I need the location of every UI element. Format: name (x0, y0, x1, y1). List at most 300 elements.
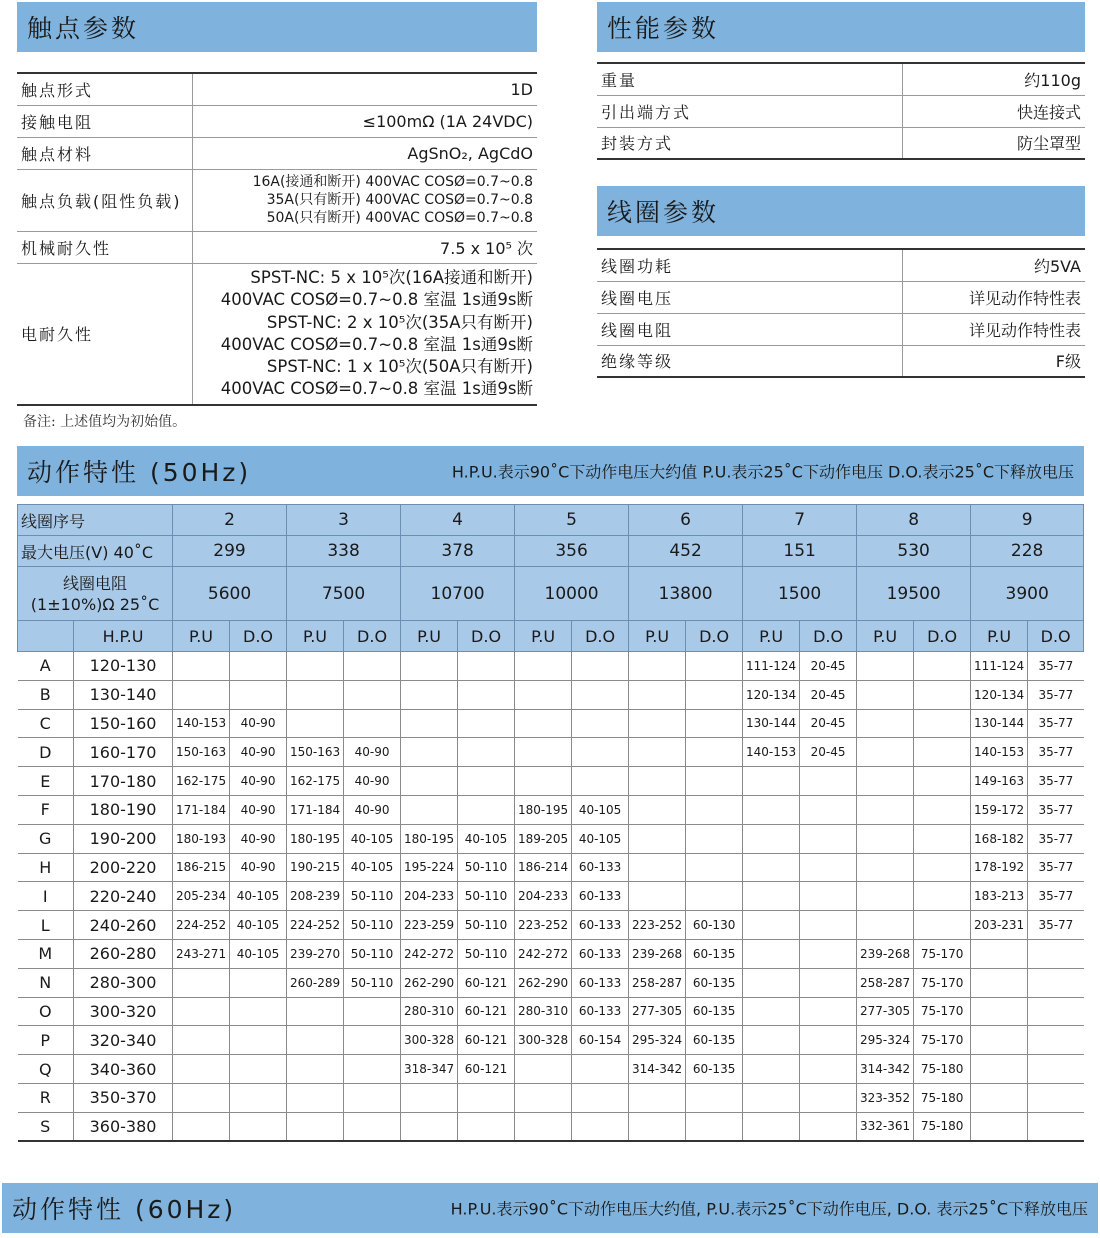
table-row (18, 882, 1084, 911)
do-value (800, 997, 857, 1026)
row-code: C (18, 709, 74, 738)
do-header: D.O (344, 621, 401, 652)
param-line: 50A(只有断开) 400VAC COSØ=0.7~0.8 (266, 210, 533, 226)
do-value: 40-105 (230, 939, 287, 968)
do-value: 60-133 (572, 968, 629, 997)
do-value (230, 680, 287, 709)
pu-value: 258-287 (629, 968, 686, 997)
do-value (572, 680, 629, 709)
do-header: D.O (572, 621, 629, 652)
row-hpu: 360-380 (74, 1112, 173, 1141)
pu-value (173, 1026, 230, 1055)
pu-value: 120-134 (971, 680, 1028, 709)
do-value: 40-105 (572, 824, 629, 853)
coil-no-cell: 5 (515, 505, 629, 536)
pu-value: 314-342 (629, 1055, 686, 1084)
pu-header: P.U (401, 621, 458, 652)
param-key: 线圈电阻 (597, 313, 902, 345)
do-value: 75-170 (914, 1026, 971, 1055)
row-code: P (18, 1026, 74, 1055)
pu-value (857, 652, 914, 681)
max-voltage-cell: 452 (629, 536, 743, 567)
do-value: 50-110 (344, 968, 401, 997)
do-value (1028, 1026, 1084, 1055)
param-key: 触点形式 (17, 73, 192, 105)
pu-value (401, 767, 458, 796)
do-value (914, 709, 971, 738)
param-value (192, 169, 537, 231)
pu-value: 140-153 (971, 738, 1028, 767)
pu-value (857, 680, 914, 709)
pu-header: P.U (857, 621, 914, 652)
hpu-header: H.P.U (74, 621, 173, 652)
do-value: 35-77 (1028, 680, 1084, 709)
do-value: 20-45 (800, 738, 857, 767)
row-code: L (18, 911, 74, 940)
pu-value: 262-290 (515, 968, 572, 997)
do-value (572, 1112, 629, 1141)
pu-value: 149-163 (971, 767, 1028, 796)
pu-value (743, 939, 800, 968)
pu-value (629, 795, 686, 824)
pu-header: P.U (515, 621, 572, 652)
do-value (800, 795, 857, 824)
pu-value: 242-272 (401, 939, 458, 968)
table-row (17, 73, 537, 105)
pu-value (857, 795, 914, 824)
do-value (914, 853, 971, 882)
do-value: 60-135 (686, 1026, 743, 1055)
performance-params-table (597, 62, 1085, 160)
do-value (230, 652, 287, 681)
do-value (344, 1026, 401, 1055)
do-value (458, 709, 515, 738)
row-code: M (18, 939, 74, 968)
pu-value (743, 824, 800, 853)
pu-value: 223-252 (515, 911, 572, 940)
pu-value: 190-215 (287, 853, 344, 882)
do-value: 40-90 (230, 767, 287, 796)
row-hpu: 300-320 (74, 997, 173, 1026)
table-row (17, 169, 537, 231)
do-value: 50-110 (458, 939, 515, 968)
do-header: D.O (800, 621, 857, 652)
pu-value (857, 911, 914, 940)
table-row (18, 1112, 1084, 1141)
do-value: 35-77 (1028, 853, 1084, 882)
row-hpu: 180-190 (74, 795, 173, 824)
pu-value (743, 911, 800, 940)
param-value: 1D (192, 73, 537, 105)
pu-value (173, 1112, 230, 1141)
contact-params-table (17, 72, 537, 406)
table-row (597, 63, 1085, 95)
pu-value (515, 709, 572, 738)
table-row (17, 263, 537, 405)
table-row (18, 824, 1084, 853)
do-value (1028, 997, 1084, 1026)
param-value: 约5VA (902, 249, 1085, 281)
pu-value (401, 1083, 458, 1112)
pu-value (287, 1112, 344, 1141)
pu-header: P.U (287, 621, 344, 652)
coil-resistance-label-line: 线圈电阻 (63, 573, 128, 593)
row-code: D (18, 738, 74, 767)
do-value (914, 795, 971, 824)
do-value (572, 1055, 629, 1084)
coil-no-cell: 3 (287, 505, 401, 536)
do-value (800, 911, 857, 940)
do-value: 35-77 (1028, 738, 1084, 767)
do-value (1028, 968, 1084, 997)
pu-value (743, 1026, 800, 1055)
do-value (686, 709, 743, 738)
pu-value (857, 709, 914, 738)
max-voltage-label: 最大电压(V) 40˚C (18, 536, 173, 567)
do-value (800, 824, 857, 853)
do-value (230, 1055, 287, 1084)
pu-value: 183-213 (971, 882, 1028, 911)
do-header: D.O (230, 621, 287, 652)
coil-no-cell: 8 (857, 505, 971, 536)
table-row (18, 795, 1084, 824)
pu-header: P.U (629, 621, 686, 652)
pu-value: 186-214 (515, 853, 572, 882)
do-value (914, 911, 971, 940)
do-value: 60-133 (572, 882, 629, 911)
row-hpu: 130-140 (74, 680, 173, 709)
do-value (1028, 1055, 1084, 1084)
max-voltage-cell: 338 (287, 536, 401, 567)
pu-value (173, 997, 230, 1026)
pu-value (743, 968, 800, 997)
pu-value (629, 1083, 686, 1112)
param-value: ≤100mΩ (1A 24VDC) (192, 105, 537, 137)
pu-value: 186-215 (173, 853, 230, 882)
do-value: 35-77 (1028, 709, 1084, 738)
do-value: 75-170 (914, 997, 971, 1026)
do-value (458, 1112, 515, 1141)
do-value (572, 738, 629, 767)
do-value: 60-135 (686, 997, 743, 1026)
pu-value: 204-233 (515, 882, 572, 911)
table-row (597, 281, 1085, 313)
row-code: Q (18, 1055, 74, 1084)
pu-value (629, 738, 686, 767)
do-value: 50-110 (458, 853, 515, 882)
param-key: 线圈功耗 (597, 249, 902, 281)
pu-value: 208-239 (287, 882, 344, 911)
max-voltage-cell: 228 (971, 536, 1084, 567)
do-value: 40-105 (230, 911, 287, 940)
pu-value: 223-259 (401, 911, 458, 940)
coil-resistance-cell: 3900 (971, 567, 1084, 621)
pu-value (743, 1055, 800, 1084)
do-value (1028, 1112, 1084, 1141)
pu-value (971, 1112, 1028, 1141)
action-60hz-title: 动作特性 (60Hz) (12, 1195, 237, 1224)
pu-value: 332-361 (857, 1112, 914, 1141)
do-value: 40-90 (230, 709, 287, 738)
pu-value: 111-124 (743, 652, 800, 681)
coil-no-cell: 2 (173, 505, 287, 536)
pu-value (401, 738, 458, 767)
row-hpu: 240-260 (74, 911, 173, 940)
pu-value (173, 680, 230, 709)
do-value (458, 795, 515, 824)
pu-value: 140-153 (743, 738, 800, 767)
pu-value (857, 767, 914, 796)
pu-value (515, 1112, 572, 1141)
pu-value: 140-153 (173, 709, 230, 738)
do-value: 75-180 (914, 1083, 971, 1112)
param-key: 接触电阻 (17, 105, 192, 137)
do-value: 60-135 (686, 968, 743, 997)
param-line: 400VAC COSØ=0.7~0.8 室温 1s通9s断 (220, 334, 533, 354)
action-50hz-title: 动作特性 (50Hz) (27, 458, 252, 487)
pu-value: 120-134 (743, 680, 800, 709)
do-value (686, 795, 743, 824)
pu-value (173, 1055, 230, 1084)
pu-value (743, 853, 800, 882)
param-value: AgSnO₂, AgCdO (192, 137, 537, 169)
do-value: 20-45 (800, 680, 857, 709)
do-value: 50-110 (344, 911, 401, 940)
row-code: A (18, 652, 74, 681)
row-code: E (18, 767, 74, 796)
do-value (686, 1083, 743, 1112)
coil-no-cell: 6 (629, 505, 743, 536)
pu-value: 130-144 (743, 709, 800, 738)
pu-value (515, 652, 572, 681)
do-value (686, 680, 743, 709)
action-50hz-note: H.P.U.表示90˚C下动作电压大约值 P.U.表示25˚C下动作电压 D.O.表示25˚C下释放电压 (451, 462, 1074, 482)
param-value: F级 (902, 345, 1085, 377)
do-value (686, 853, 743, 882)
row-code: S (18, 1112, 74, 1141)
do-value (800, 1055, 857, 1084)
pu-value (743, 1112, 800, 1141)
pu-value (515, 738, 572, 767)
row-code: O (18, 997, 74, 1026)
pu-value: 162-175 (173, 767, 230, 796)
coil-resistance-label-line: (1±10%)Ω 25˚C (30, 594, 160, 614)
pu-value (515, 1083, 572, 1112)
pu-value: 300-328 (401, 1026, 458, 1055)
coil-no-cell: 4 (401, 505, 515, 536)
pu-value: 224-252 (287, 911, 344, 940)
table-row (18, 968, 1084, 997)
pu-value (743, 882, 800, 911)
do-value (914, 652, 971, 681)
row-hpu: 170-180 (74, 767, 173, 796)
pu-value (743, 795, 800, 824)
param-line: SPST-NC: 1 x 10⁵次(50A只有断开) (266, 356, 533, 376)
pu-value (287, 1055, 344, 1084)
coil-resistance-cell: 1500 (743, 567, 857, 621)
pu-value (857, 738, 914, 767)
param-line: 35A(只有断开) 400VAC COSØ=0.7~0.8 (266, 192, 533, 208)
table-row (18, 621, 1084, 652)
do-value: 35-77 (1028, 795, 1084, 824)
do-value: 60-121 (458, 968, 515, 997)
pu-value (401, 1112, 458, 1141)
row-hpu: 220-240 (74, 882, 173, 911)
row-hpu: 160-170 (74, 738, 173, 767)
pu-value: 239-268 (857, 939, 914, 968)
pu-value: 180-195 (287, 824, 344, 853)
table-row (18, 505, 1084, 536)
coil-resistance-cell: 7500 (287, 567, 401, 621)
do-value (686, 824, 743, 853)
table-row (18, 939, 1084, 968)
do-header: D.O (686, 621, 743, 652)
do-value: 75-170 (914, 968, 971, 997)
pu-value (515, 680, 572, 709)
coil-resistance-cell: 10000 (515, 567, 629, 621)
pu-value: 130-144 (971, 709, 1028, 738)
do-value (800, 1026, 857, 1055)
do-value (230, 997, 287, 1026)
pu-value (971, 1026, 1028, 1055)
param-key: 引出端方式 (597, 95, 902, 127)
do-value: 40-90 (230, 795, 287, 824)
pu-value: 295-324 (857, 1026, 914, 1055)
do-value: 40-90 (230, 853, 287, 882)
table-row (18, 853, 1084, 882)
do-value: 35-77 (1028, 911, 1084, 940)
param-key: 触点负载(阻性负载) (17, 169, 192, 231)
do-value (458, 738, 515, 767)
pu-value (173, 652, 230, 681)
table-row (597, 345, 1085, 377)
pu-value: 178-192 (971, 853, 1028, 882)
do-value: 40-90 (344, 795, 401, 824)
pu-value (629, 824, 686, 853)
do-value: 60-154 (572, 1026, 629, 1055)
row-code: G (18, 824, 74, 853)
row-code: F (18, 795, 74, 824)
coil-params-header (597, 186, 1085, 236)
do-value (458, 652, 515, 681)
pu-value: 314-342 (857, 1055, 914, 1084)
pu-value (401, 680, 458, 709)
do-value (914, 882, 971, 911)
do-value (230, 1083, 287, 1112)
pu-value: 171-184 (287, 795, 344, 824)
do-value: 60-121 (458, 1026, 515, 1055)
code-header-cell (18, 621, 74, 652)
do-value (914, 738, 971, 767)
do-value (686, 1112, 743, 1141)
param-value: 快连接式 (902, 95, 1085, 127)
table-row (18, 738, 1084, 767)
action-50hz-table (17, 504, 1084, 1142)
pu-value: 171-184 (173, 795, 230, 824)
coil-resistance-cell: 19500 (857, 567, 971, 621)
pu-value: 258-287 (857, 968, 914, 997)
pu-value: 159-172 (971, 795, 1028, 824)
pu-value: 150-163 (287, 738, 344, 767)
do-value (344, 997, 401, 1026)
pu-value: 280-310 (401, 997, 458, 1026)
param-key: 触点材料 (17, 137, 192, 169)
pu-value (629, 882, 686, 911)
action-60hz-note: H.P.U.表示90˚C下动作电压大约值, P.U.表示25˚C下动作电压, D.O. 表示25˚C下释放电压 (450, 1199, 1088, 1219)
param-line: 400VAC COSØ=0.7~0.8 室温 1s通9s断 (220, 290, 533, 310)
pu-value (629, 853, 686, 882)
remark-text: 备注: 上述值均为初始值。 (23, 414, 187, 430)
table-row (18, 767, 1084, 796)
do-value: 35-77 (1028, 652, 1084, 681)
do-value: 35-77 (1028, 767, 1084, 796)
do-value: 50-110 (344, 882, 401, 911)
do-value (572, 1083, 629, 1112)
pu-value (287, 1026, 344, 1055)
param-value: 详见动作特性表 (902, 281, 1085, 313)
table-row (17, 231, 537, 263)
do-value (914, 824, 971, 853)
row-code: I (18, 882, 74, 911)
pu-value: 224-252 (173, 911, 230, 940)
row-hpu: 120-130 (74, 652, 173, 681)
table-row (597, 249, 1085, 281)
pu-value (629, 767, 686, 796)
pu-value (629, 1112, 686, 1141)
row-hpu: 280-300 (74, 968, 173, 997)
pu-value (401, 709, 458, 738)
pu-value (743, 767, 800, 796)
row-hpu: 320-340 (74, 1026, 173, 1055)
pu-value: 162-175 (287, 767, 344, 796)
param-value: 防尘罩型 (902, 127, 1085, 159)
table-row (18, 536, 1084, 567)
pu-value (629, 652, 686, 681)
param-value (192, 263, 537, 405)
pu-value: 262-290 (401, 968, 458, 997)
param-key: 重量 (597, 63, 902, 95)
pu-value: 180-195 (401, 824, 458, 853)
row-hpu: 340-360 (74, 1055, 173, 1084)
pu-value: 300-328 (515, 1026, 572, 1055)
do-value (914, 680, 971, 709)
pu-value (971, 997, 1028, 1026)
pu-value (971, 939, 1028, 968)
table-row (18, 1083, 1084, 1112)
pu-value (971, 968, 1028, 997)
do-value: 35-77 (1028, 882, 1084, 911)
do-value (800, 1083, 857, 1112)
table-row (17, 105, 537, 137)
coil-no-cell: 7 (743, 505, 857, 536)
pu-value (743, 1083, 800, 1112)
do-value: 60-133 (572, 853, 629, 882)
do-value (800, 882, 857, 911)
do-value: 75-180 (914, 1055, 971, 1084)
coil-no-cell: 9 (971, 505, 1084, 536)
pu-value: 242-272 (515, 939, 572, 968)
action-50hz-header (17, 446, 1084, 496)
do-value (458, 767, 515, 796)
do-header: D.O (1028, 621, 1084, 652)
param-key: 机械耐久性 (17, 231, 192, 263)
pu-value: 295-324 (629, 1026, 686, 1055)
pu-value (857, 882, 914, 911)
do-value (800, 1112, 857, 1141)
row-code: R (18, 1083, 74, 1112)
pu-value (857, 824, 914, 853)
performance-params-header (597, 2, 1085, 52)
